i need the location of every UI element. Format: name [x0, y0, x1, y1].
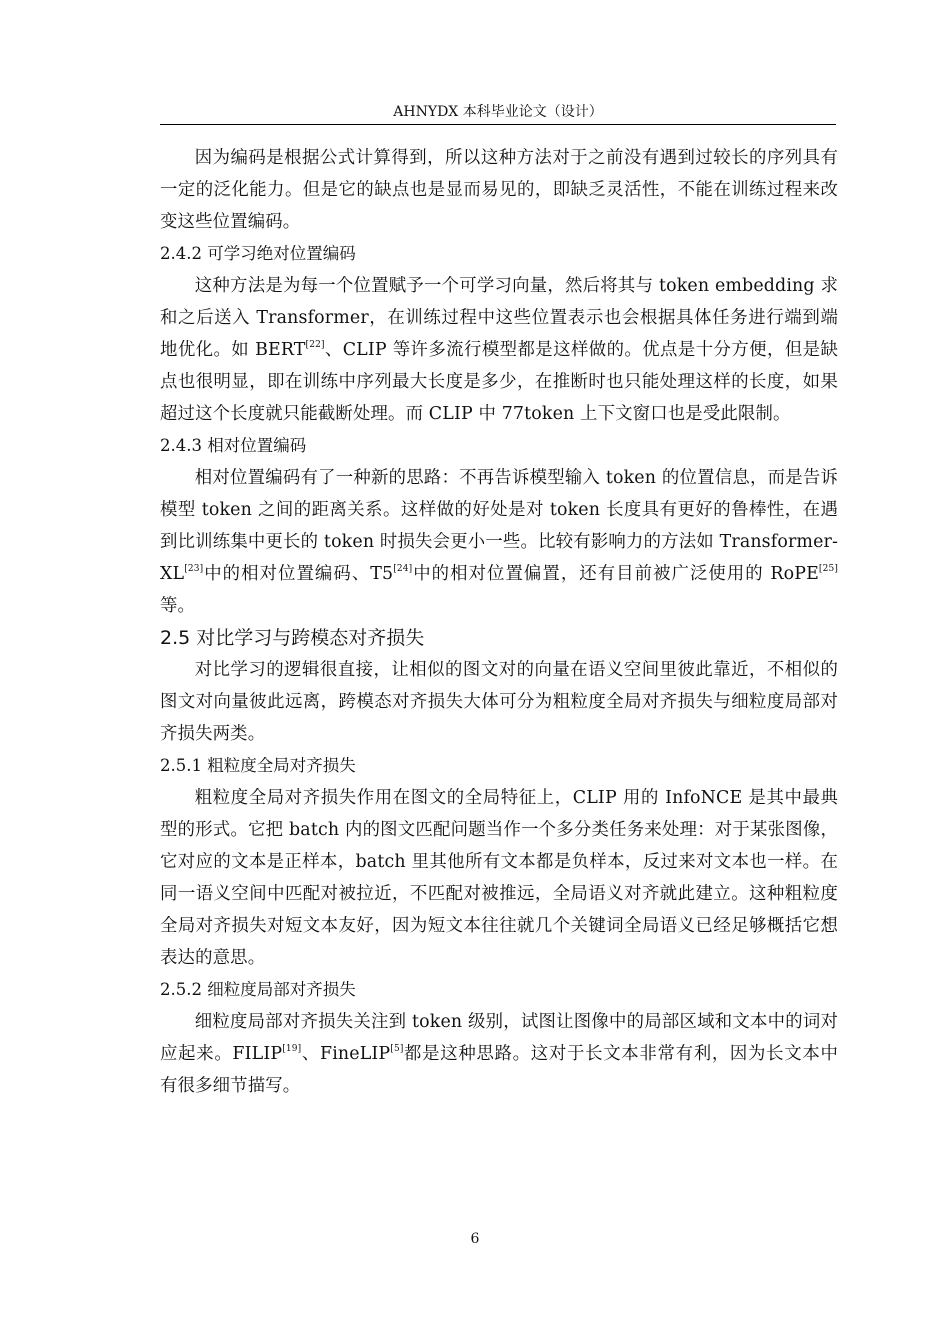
running-header: AHNYDX 本科毕业论文（设计） — [393, 104, 603, 120]
paragraph-learnable-absolute — [160, 270, 838, 430]
text-run: 、CLIP 等许多流行模型都是这样做的。优点是十分方便，但是缺点也很明显，即在训练中序列最大长度是多少，在推断时也只能处理这样的长度，如果超过这个长度就只能截断处理。而 CLIP 中 77token 上下文窗口也是受此限制。 — [160, 340, 839, 424]
subsection-heading-2-4-3: 2.4.3 相对位置编码 — [160, 436, 307, 455]
text-run: 这种方法是为每一个位置赋予一个可学习向量，然后将其与 token embedding 求和之后送入 Transformer，在训练过程中这些位置表示也会根据具体任务进行端到端地优化。如 BERT — [160, 276, 838, 360]
subsection-heading-2-5-2: 2.5.2 细粒度局部对齐损失 — [160, 980, 356, 999]
text-run: 中的相对位置编码、T5 — [203, 564, 394, 584]
text-run: 、FineLIP — [301, 1044, 391, 1064]
citation-24: [24] — [393, 564, 413, 575]
citation-22: [22] — [305, 340, 325, 351]
subsection-heading-2-5-1: 2.5.1 粗粒度全局对齐损失 — [160, 756, 356, 775]
paragraph-contrastive-intro: 对比学习的逻辑很直接，让相似的图文对的向量在语义空间里彼此靠近，不相似的图文对向量彼此远离，跨模态对齐损失大体可分为粗粒度全局对齐损失与细粒度局部对齐损失两类。 — [160, 660, 838, 744]
text-run: 中的相对位置偏置，还有目前被广泛使用的 RoPE — [412, 564, 819, 584]
text-run: 都是这种思路。这对于长文本非常有利，因为长文本中有很多细节描写。 — [160, 1044, 838, 1096]
citation-23: [23] — [184, 564, 204, 575]
paragraph-relative-position — [160, 462, 838, 622]
text-run: 相对位置编码有了一种新的思路：不再告诉模型输入 token 的位置信息，而是告诉模型 token 之间的距离关系。这样做的好处是对 token 长度具有更好的鲁棒性，在遇到比训练集中更长的 token 时损失会更小一些。比较有影响力的方法如 Transformer-XL — [160, 468, 838, 584]
citation-19: [19] — [282, 1044, 302, 1055]
page-number: 6 — [470, 1231, 480, 1247]
paragraph-local-alignment — [160, 1006, 838, 1102]
paragraph-global-alignment: 粗粒度全局对齐损失作用在图文的全局特征上，CLIP 用的 InfoNCE 是其中最典型的形式。它把 batch 内的图文匹配问题当作一个多分类任务来处理：对于某张图像，它对应的文本是正样本，batch 里其他所有文本都是负样本，反过来对文本也一样。在同一语义空间中匹配对被拉近，不匹配对被推远，全局语义对齐就此建立。这种粗粒度全局对齐损失对短文本友好，因为短文本往往就几个关键词全局语义已经足够概括它想表达的意思。 — [160, 788, 838, 968]
page-body — [160, 142, 838, 1102]
text-run: 等。 — [160, 596, 196, 616]
paragraph-sinusoidal-summary: 因为编码是根据公式计算得到，所以这种方法对于之前没有遇到过较长的序列具有一定的泛化能力。但是它的缺点也是显而易见的，即缺乏灵活性，不能在训练过程来改变这些位置编码。 — [160, 148, 838, 232]
citation-25: [25] — [818, 564, 838, 575]
header-rule — [160, 124, 836, 125]
citation-5: [5] — [390, 1044, 404, 1055]
subsection-heading-2-4-2: 2.4.2 可学习绝对位置编码 — [160, 244, 356, 263]
section-heading-2-5: 2.5 对比学习与跨模态对齐损失 — [160, 627, 425, 649]
text-run: 细粒度局部对齐损失关注到 token 级别，试图让图像中的局部区域和文本中的词对应起来。FILIP — [160, 1012, 838, 1064]
